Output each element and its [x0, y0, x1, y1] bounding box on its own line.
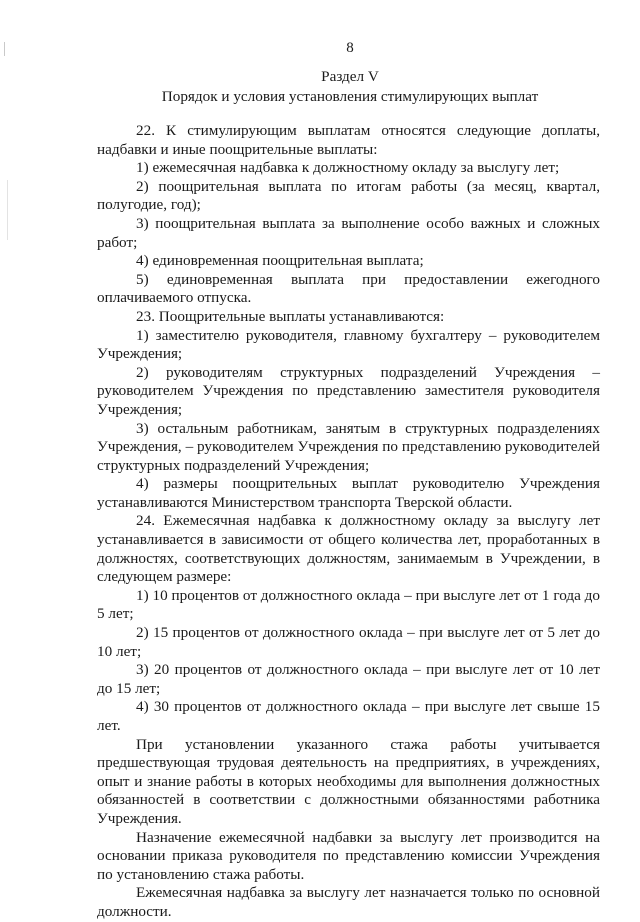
paragraph-24: 24. Ежемесячная надбавка к должностному окладу за выслугу лет устанавливается в зависимости от общего количества лет, проработанных в должностях, соответствующих должностям, занимаемым в Учреждении, в следующем размере:	[97, 512, 600, 586]
list-item: 1) заместителю руководителя, главному бухгалтеру – руководителем Учреждения;	[97, 326, 600, 363]
list-item: 3) остальным работникам, занятым в структурных подразделениях Учреждения, – руководителем Учреждения по представлению руководителей структурных подразделений Учреждения;	[97, 419, 600, 474]
scan-margin-mark	[7, 180, 8, 240]
section-subtitle: Порядок и условия установления стимулирующих выплат	[161, 88, 539, 105]
page-number: 8	[346, 40, 354, 56]
list-item: 3) 20 процентов от должностного оклада – при выслуге лет от 10 лет до 15 лет;	[97, 661, 600, 697]
paragraph-22: 22. К стимулирующим выплатам относятся следующие доплаты, надбавки и иные поощрительные выплаты:	[97, 122, 600, 158]
list-item: 2) руководителям структурных подразделений Учреждения – руководителем Учреждения по представлению заместителя руководителя Учреждения;	[97, 363, 600, 418]
list-item: 2) 15 процентов от должностного оклада – при выслуге лет от 5 лет до 10 лет;	[97, 624, 600, 660]
list-item: 1) ежемесячная надбавка к должностному окладу за выслугу лет;	[136, 159, 560, 177]
list-item: 3) поощрительная выплата за выполнение особо важных и сложных работ;	[97, 214, 600, 251]
list-item: 2) поощрительная выплата по итогам работы (за месяц, квартал, полугодие, год);	[97, 177, 600, 214]
list-item: 4) размеры поощрительных выплат руководителю Учреждения устанавливаются Министерством транспорта Тверской области.	[97, 475, 600, 511]
scan-margin-mark	[4, 42, 5, 56]
list-item: 4) 30 процентов от должностного оклада – при выслуге лет свыше 15 лет.	[97, 698, 600, 734]
list-item: 5) единовременная выплата при предоставлении ежегодного оплачиваемого отпуска.	[97, 270, 600, 307]
list-item: 4) единовременная поощрительная выплата;	[136, 252, 424, 270]
document-body	[97, 122, 600, 922]
paragraph-23: 23. Поощрительные выплаты устанавливаются:	[136, 307, 445, 325]
paragraph: Ежемесячная надбавка за выслугу лет назначается только по основной должности.	[97, 884, 600, 920]
paragraph: Назначение ежемесячной надбавки за выслугу лет производится на основании приказа руководителя по представлению комиссии Учреждения по установлению стажа работы.	[97, 828, 600, 883]
paragraph: При установлении указанного стажа работы учитывается предшествующая трудовая деятельность на предприятиях, в учреждениях, опыт и знание работы в которых необходимы для выполнения должностных обязанностей в соответствии с должностными обязанностями работника Учреждения.	[97, 735, 600, 827]
list-item: 1) 10 процентов от должностного оклада – при выслуге лет от 1 года до 5 лет;	[97, 586, 600, 623]
section-title: Раздел V	[321, 68, 379, 85]
